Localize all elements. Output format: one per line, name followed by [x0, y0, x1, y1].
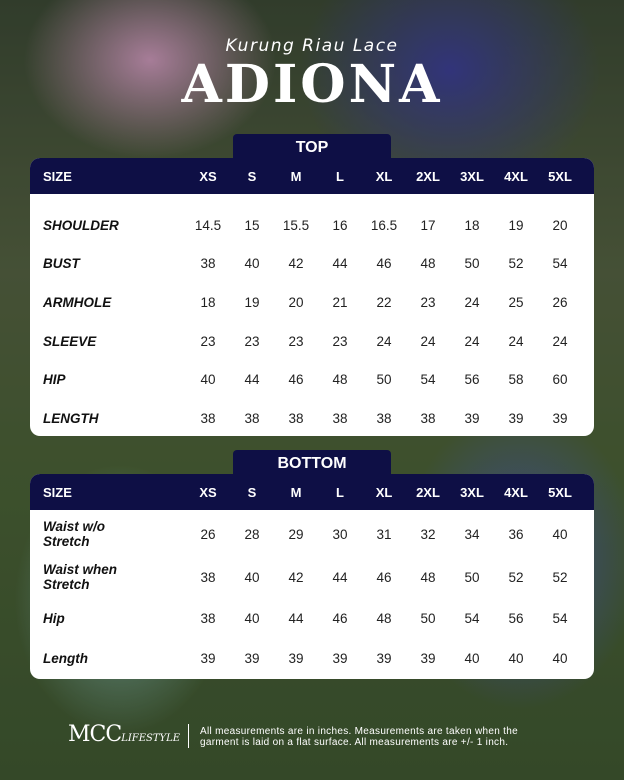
row-label: ARMHOLE: [43, 294, 112, 310]
measurement-value: 44: [332, 256, 348, 272]
measurement-value: 58: [508, 372, 524, 388]
measurement-value: 18: [464, 217, 480, 233]
measurement-value: 32: [420, 526, 436, 542]
row-label: LENGTH: [43, 410, 99, 426]
measurement-value: 39: [200, 650, 216, 666]
measurement-value: 38: [288, 410, 304, 426]
measurement-value: 50: [420, 610, 436, 626]
bottom-size-4xl: 4XL: [504, 484, 528, 500]
measurement-value: 38: [420, 410, 436, 426]
measurement-value: 30: [332, 526, 348, 542]
measurement-value: 21: [332, 294, 348, 310]
bottom-header-row: [30, 474, 594, 510]
measurement-value: 15.5: [282, 217, 310, 233]
measurement-value: 40: [464, 650, 480, 666]
measurement-value: 24: [552, 333, 568, 349]
row-label: SHOULDER: [43, 217, 119, 233]
measurement-note-line1: All measurements are in inches. Measurements are taken when the: [200, 726, 518, 737]
top-size-s: S: [247, 168, 257, 184]
measurement-value: 38: [200, 569, 216, 585]
measurement-value: 24: [508, 333, 524, 349]
row-label: BUST: [43, 256, 80, 272]
measurement-value: 23: [420, 294, 436, 310]
measurement-value: 38: [244, 410, 260, 426]
row-label-line: Stretch: [43, 534, 90, 549]
row-label-line: Hip: [43, 610, 65, 626]
measurement-value: 52: [508, 256, 524, 272]
measurement-value: 39: [332, 650, 348, 666]
table-row: [30, 360, 594, 399]
measurement-value: 46: [376, 256, 392, 272]
table-row: [30, 283, 594, 322]
row-label: SLEEVE: [43, 333, 97, 349]
table-row: [30, 556, 594, 598]
table-row: [30, 598, 594, 638]
bottom-size-xl: XL: [375, 484, 393, 500]
top-size-3xl: 3XL: [460, 168, 484, 184]
measurement-value: 44: [332, 569, 348, 585]
brand-logo-sub: LIFESTYLE: [121, 733, 181, 744]
measurement-value: 54: [464, 610, 480, 626]
measurement-value: 20: [552, 217, 568, 233]
bottom-size-xs: XS: [199, 484, 217, 500]
top-size-5xl: 5XL: [548, 168, 572, 184]
measurement-value: 25: [508, 294, 524, 310]
measurement-value: 23: [200, 333, 216, 349]
product-title: ADIONA: [181, 54, 443, 115]
measurement-value: 39: [288, 650, 304, 666]
bottom-size-s: S: [247, 484, 257, 500]
row-label-line: Stretch: [43, 577, 90, 592]
table-row: [30, 245, 594, 284]
table-row: [30, 638, 594, 678]
top-size-table: [30, 158, 594, 436]
measurement-value: 18: [200, 294, 216, 310]
measurement-value: 48: [376, 610, 392, 626]
measurement-value: 14.5: [194, 217, 222, 233]
measurement-value: 48: [420, 569, 436, 585]
measurement-value: 40: [508, 650, 524, 666]
brand-logo: [68, 722, 180, 747]
row-label-line: Length: [43, 650, 88, 666]
measurement-value: 38: [200, 256, 216, 272]
row-label: [30, 611, 186, 626]
measurement-value: 56: [508, 610, 524, 626]
measurement-value: 46: [376, 569, 392, 585]
top-section-tab: TOP: [233, 134, 391, 160]
measurement-value: 46: [288, 372, 304, 388]
bottom-size-5xl: 5XL: [548, 484, 572, 500]
measurement-value: 15: [244, 217, 260, 233]
measurement-value: 39: [376, 650, 392, 666]
measurement-value: 38: [376, 410, 392, 426]
measurement-value: 44: [244, 372, 260, 388]
measurement-value: 50: [376, 372, 392, 388]
measurement-value: 34: [464, 526, 480, 542]
measurement-value: 39: [552, 410, 568, 426]
measurement-value: 42: [288, 569, 304, 585]
measurement-value: 52: [552, 569, 568, 585]
measurement-value: 39: [420, 650, 436, 666]
bottom-size-header: SIZE: [43, 484, 72, 500]
table-row: [30, 206, 594, 245]
measurement-value: 40: [244, 610, 260, 626]
bottom-section-tab: BOTTOM: [233, 450, 391, 476]
measurement-value: 52: [508, 569, 524, 585]
footer-divider: [188, 724, 189, 748]
row-label: [30, 651, 186, 666]
top-size-2xl: 2XL: [416, 168, 440, 184]
brand-logo-main: MCC: [68, 722, 122, 747]
bottom-size-3xl: 3XL: [460, 484, 484, 500]
bottom-size-table: [30, 474, 594, 679]
measurement-value: 40: [244, 256, 260, 272]
top-size-m: M: [290, 168, 302, 184]
row-label: HIP: [43, 372, 66, 388]
measurement-value: 40: [552, 526, 568, 542]
measurement-value: 48: [332, 372, 348, 388]
top-size-xs: XS: [199, 168, 217, 184]
row-label: [30, 562, 186, 592]
top-body: [30, 194, 594, 436]
row-label-line: Waist w/o: [43, 519, 106, 534]
table-row: [30, 322, 594, 361]
measurement-value: 26: [552, 294, 568, 310]
bottom-size-2xl: 2XL: [416, 484, 440, 500]
measurement-value: 40: [552, 650, 568, 666]
top-size-xl: XL: [375, 168, 393, 184]
measurement-value: 50: [464, 569, 480, 585]
measurement-value: 23: [332, 333, 348, 349]
measurement-value: 24: [420, 333, 436, 349]
measurement-value: 38: [332, 410, 348, 426]
measurement-value: 48: [420, 256, 436, 272]
measurement-value: 31: [376, 526, 392, 542]
measurement-value: 24: [376, 333, 392, 349]
measurement-value: 39: [464, 410, 480, 426]
measurement-note: [200, 726, 580, 748]
measurement-value: 56: [464, 372, 480, 388]
measurement-value: 60: [552, 372, 568, 388]
measurement-value: 44: [288, 610, 304, 626]
top-size-l: L: [336, 168, 344, 184]
measurement-value: 19: [508, 217, 524, 233]
bottom-size-l: L: [336, 484, 344, 500]
measurement-value: 28: [244, 526, 260, 542]
measurement-value: 42: [288, 256, 304, 272]
measurement-value: 22: [376, 294, 392, 310]
measurement-value: 20: [288, 294, 304, 310]
measurement-value: 39: [244, 650, 260, 666]
measurement-value: 24: [464, 333, 480, 349]
measurement-value: 54: [552, 256, 568, 272]
table-row: [30, 512, 594, 556]
top-header-row: [30, 158, 594, 194]
measurement-value: 16.5: [370, 217, 398, 233]
measurement-value: 40: [200, 372, 216, 388]
top-size-header: SIZE: [43, 168, 72, 184]
measurement-value: 17: [420, 217, 436, 233]
row-label: [30, 519, 186, 549]
top-size-4xl: 4XL: [504, 168, 528, 184]
bottom-body: [30, 510, 594, 678]
measurement-value: 46: [332, 610, 348, 626]
measurement-value: 16: [332, 217, 348, 233]
collection-subtitle: Kurung Riau Lace: [225, 36, 399, 56]
measurement-value: 36: [508, 526, 524, 542]
measurement-value: 24: [464, 294, 480, 310]
measurement-value: 54: [552, 610, 568, 626]
measurement-value: 23: [244, 333, 260, 349]
measurement-value: 29: [288, 526, 304, 542]
measurement-value: 54: [420, 372, 436, 388]
measurement-note-line2: garment is laid on a flat surface. All measurements are +/- 1 inch.: [200, 737, 509, 748]
measurement-value: 40: [244, 569, 260, 585]
table-row: [30, 399, 594, 436]
measurement-value: 50: [464, 256, 480, 272]
measurement-value: 26: [200, 526, 216, 542]
measurement-value: 38: [200, 410, 216, 426]
measurement-value: 39: [508, 410, 524, 426]
measurement-value: 23: [288, 333, 304, 349]
measurement-value: 38: [200, 610, 216, 626]
measurement-value: 19: [244, 294, 260, 310]
row-label-line: Waist when: [43, 562, 118, 577]
bottom-size-m: M: [290, 484, 302, 500]
